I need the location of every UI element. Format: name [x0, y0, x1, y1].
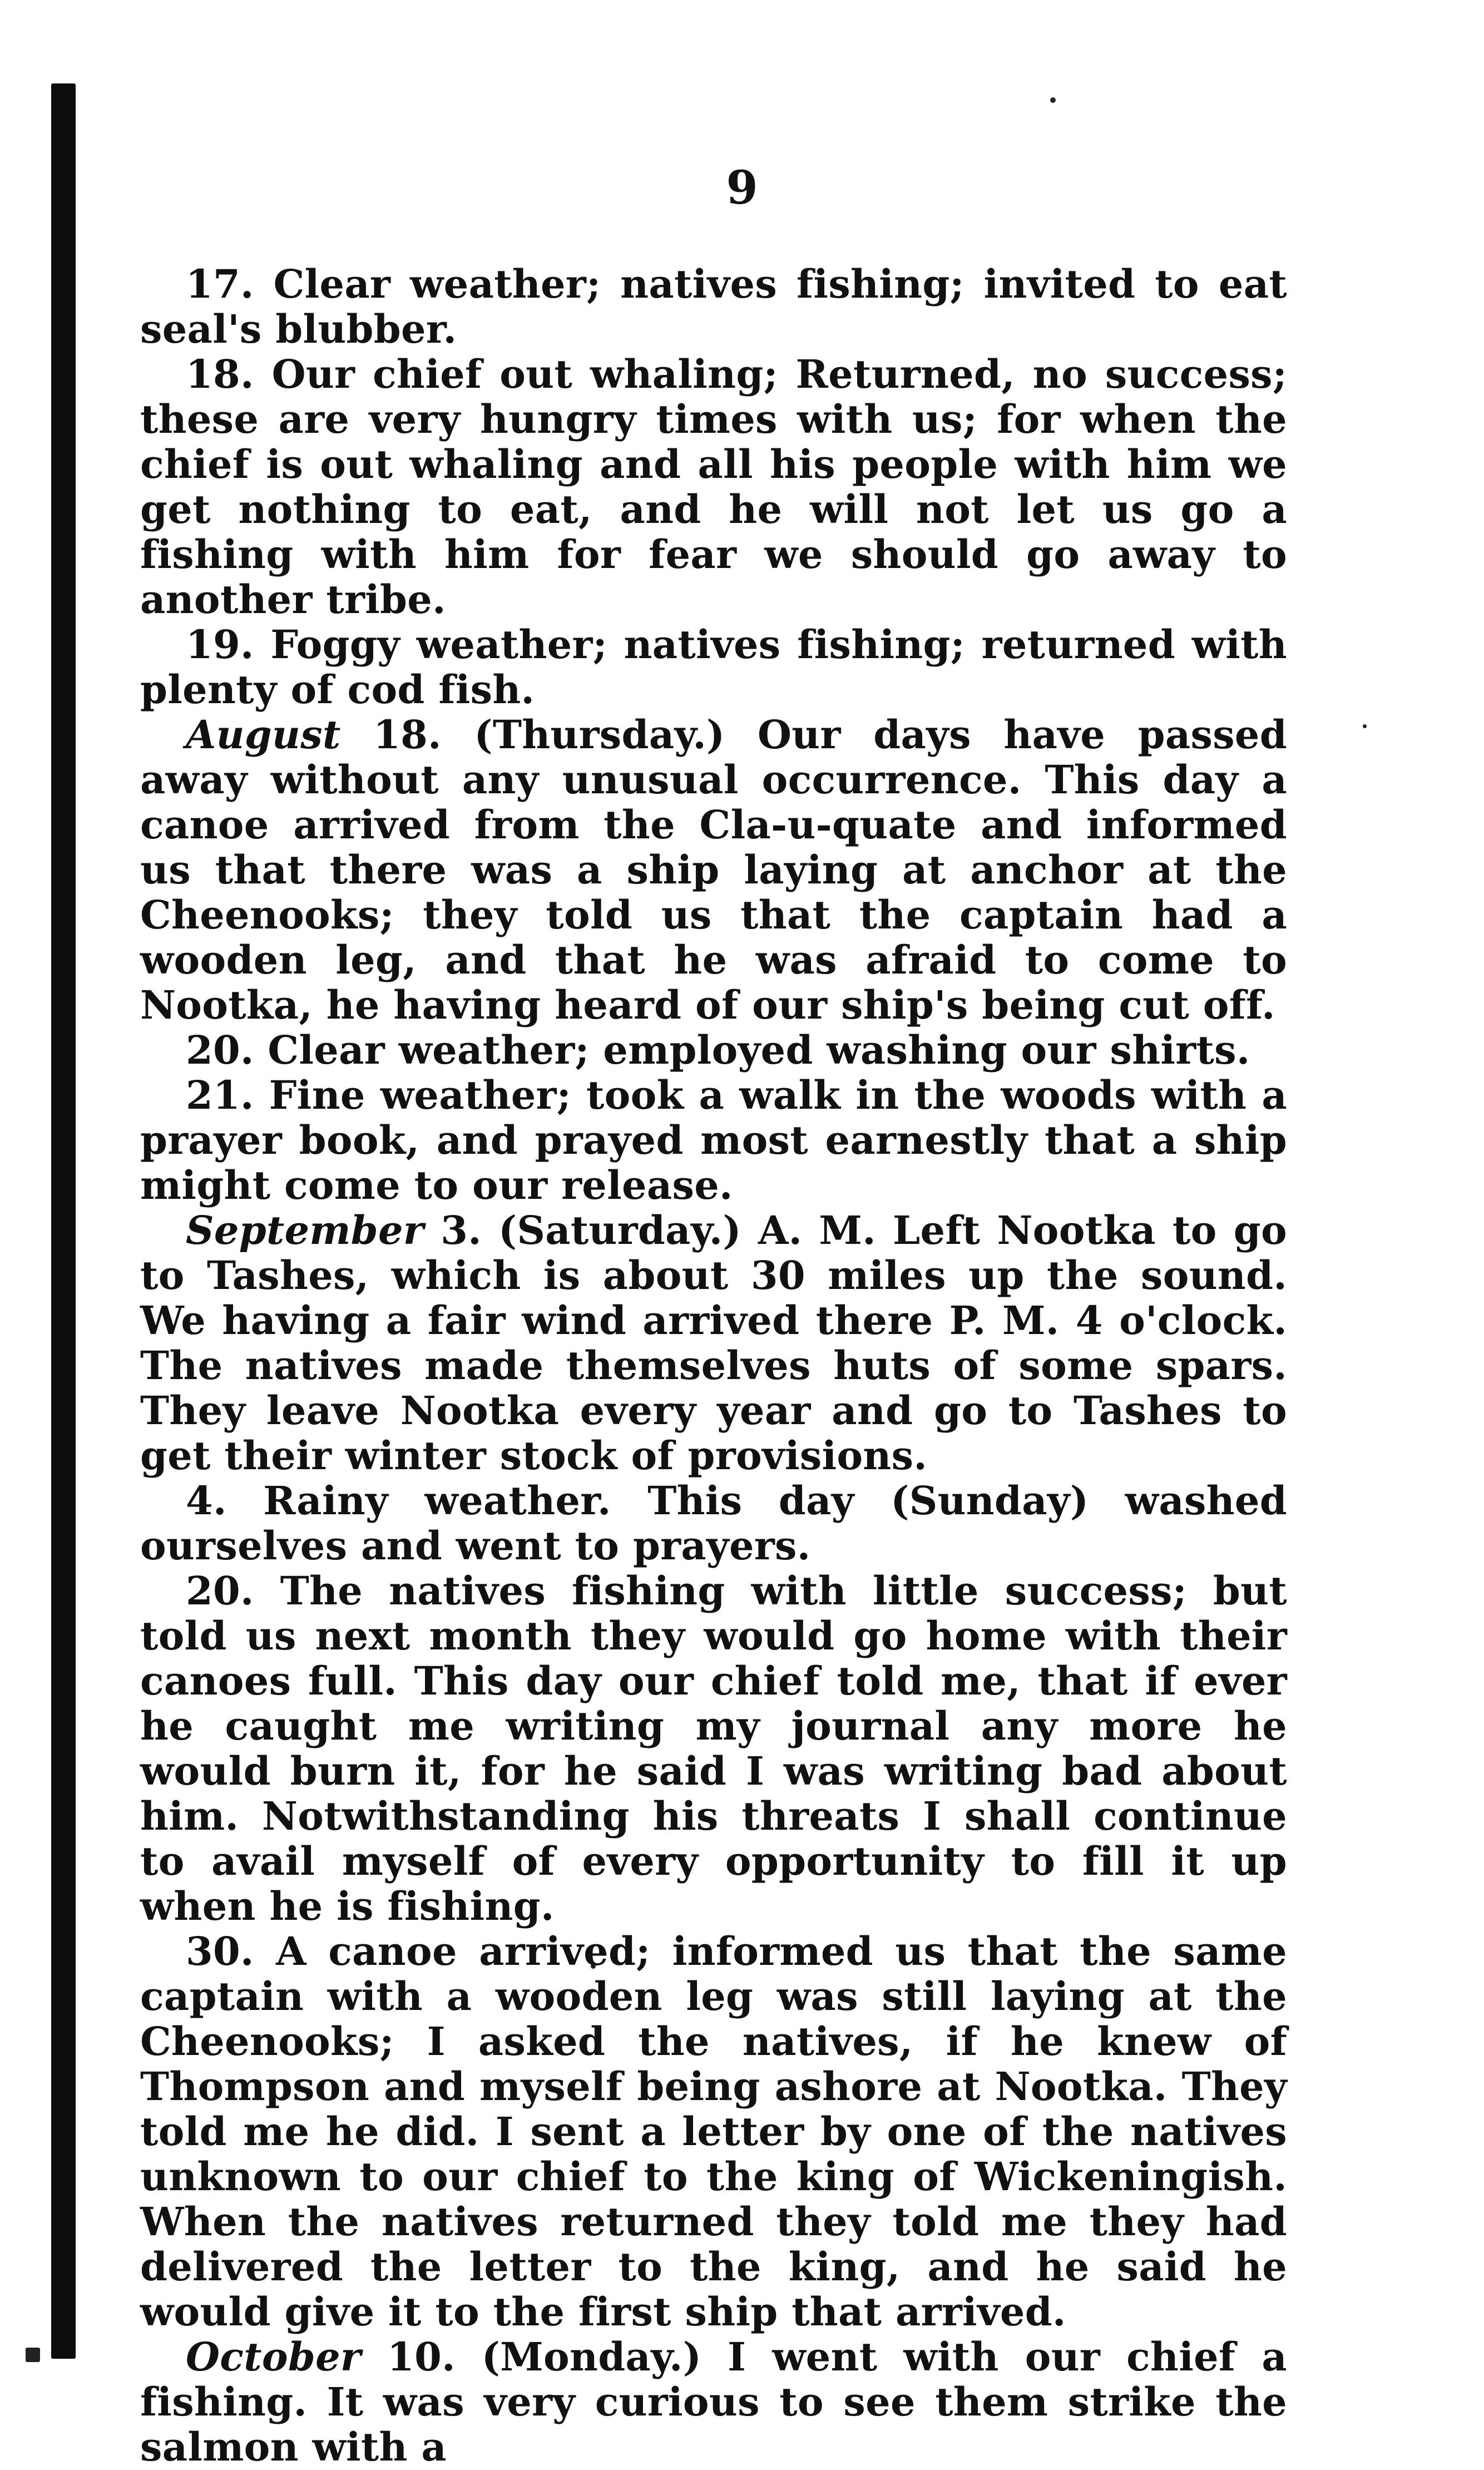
entry-text: 30. A canoe arrived; informed us that the same captain with a wooden leg was still laying at the Cheenooks; I asked the natives, if he knew of Thompson and myself being ashore at Nootka. They told me he did. I sent a letter by one of the natives unknown to our chief to the king of Wickeningish. When the natives returned they told me they had delivered the letter to the king, and he said he would give it to the first ship that arrived. [140, 1928, 1287, 2335]
entry-text: 19. Foggy weather; natives fishing; returned with plenty of cod fish. [140, 621, 1287, 713]
entry-text: 18. Our chief out whaling; Returned, no success; these are very hungry times with us; for when the chief is out whaling and all his people with him we get nothing to eat, and he will not let us go a fishing with him for fear we should go away to another tribe. [140, 351, 1287, 623]
journal-entry [140, 622, 1287, 712]
entry-text: 10. (Monday.) I went with our chief a fishing. It was very curious to see them strike the salmon with a [140, 2334, 1288, 2470]
binding-rule [51, 83, 76, 2359]
ink-speck [26, 2348, 40, 2362]
journal-entry [140, 1568, 1287, 1929]
ink-speck [1363, 724, 1367, 728]
journal-entry [140, 712, 1287, 1027]
journal-text [140, 261, 1287, 2469]
page-number: 9 [726, 161, 758, 215]
entry-text: 21. Fine weather; took a walk in the woods with a prayer book, and prayed most earnestly that a ship might come to our release. [140, 1072, 1287, 1208]
entry-text: 17. Clear weather; natives fishing; invited to eat seal's blubber. [140, 261, 1287, 352]
entry-text: 18. (Thursday.) Our days have passed away without any unusual occurrence. This day a canoe arrived from the Cla-u-quate and informed us that there was a ship laying at anchor at the Cheenooks; they told us that the captain had a wooden leg, and that he was afraid to come to Nootka, he having heard of our ship's being cut off. [140, 712, 1287, 1028]
entry-text: 3. (Saturday.) A. M. Left Nootka to go to Tashes, which is about 30 miles up the sound. We having a fair wind arrived there P. M. 4 o'clock. The natives made themselves huts of some spars. They leave Nootka every year and go to Tashes to get their winter stock of provisions. [140, 1207, 1288, 1479]
entry-text: 4. Rainy weather. This day (Sunday) washed ourselves and went to prayers. [140, 1478, 1287, 1569]
entry-text: 20. Clear weather; employed washing our shirts. [186, 1027, 1250, 1073]
entry-date-label: October [186, 2334, 362, 2380]
journal-entry [140, 1073, 1287, 1208]
journal-entry [140, 2334, 1287, 2469]
entry-date-label: September [186, 1207, 424, 1253]
journal-entry [140, 1027, 1287, 1073]
entry-date-label: August [186, 712, 341, 758]
journal-entry [140, 1208, 1287, 1478]
journal-entry [140, 1478, 1287, 1568]
journal-entry [140, 1929, 1287, 2334]
ink-speck [1050, 97, 1056, 103]
entry-text: 20. The natives fishing with little success; but told us next month they would go home with their canoes full. This day our chief told me, that if ever he caught me writing my journal any more he would burn it, for he said I was writing bad about him. Notwithstanding his threats I shall continue to avail myself of every opportunity to fill it up when he is fishing. [140, 1568, 1287, 1929]
journal-entry [140, 352, 1287, 622]
journal-entry [140, 261, 1287, 352]
